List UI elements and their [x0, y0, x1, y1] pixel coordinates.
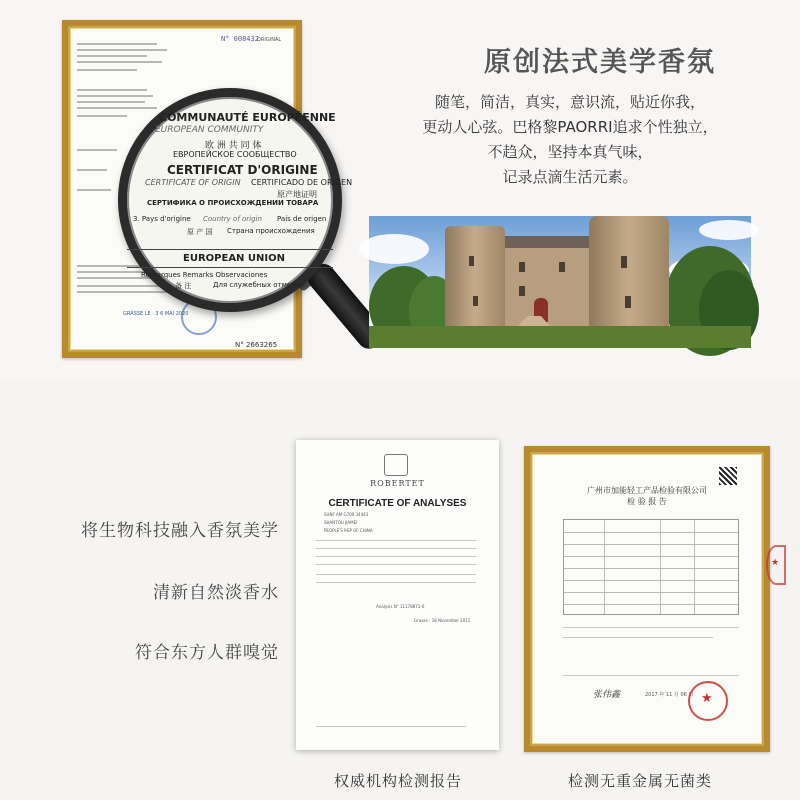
window: [559, 262, 565, 272]
castle-photo: [369, 216, 751, 348]
certificate-ru: СЕРТИФИКА О ПРОИСХОЖДЕНИИ ТОВАРА: [147, 199, 319, 207]
rule: [563, 637, 713, 638]
community-en: EUROPEAN COMMUNITY: [155, 125, 264, 135]
certificate-cn: 原产地证明: [277, 190, 317, 199]
country-ru: Страна происхождения: [227, 227, 315, 235]
footer-number: N° 2663265: [235, 341, 278, 349]
community-ru: ЕВРОПЕЙСКОЕ СООБЩЕСТВО: [173, 150, 297, 159]
rule: [316, 582, 476, 583]
report-organization: 广州市加能轻工产品检验有限公司: [587, 486, 707, 495]
remarks-label: Remarques Remarks Observaciones: [141, 271, 268, 279]
description-line: 不趋众，坚持本真气味，: [487, 143, 653, 161]
robertet-logo-icon: [384, 454, 408, 476]
remarks-cn: 备 注: [175, 282, 192, 290]
country-fr: 3. Pays d'origine: [133, 215, 191, 223]
caption-left: 权威机构检测报告: [334, 772, 463, 790]
table-rule: [564, 556, 738, 557]
stamp-text: GRASSE LE · 3 6 MAI 2020: [123, 311, 189, 317]
product-value: SUNF AM G709 34443: [324, 512, 369, 517]
table-rule: [660, 520, 661, 614]
inspection-report-paper: [533, 455, 780, 743]
table-rule: [564, 544, 738, 545]
remarks-ru: Для служебных отметок: [213, 281, 304, 289]
cloud: [699, 220, 759, 240]
rule: [316, 726, 466, 727]
signature: 张伟鑫: [593, 690, 621, 700]
community-cn: 欧 洲 共 同 体: [205, 141, 262, 151]
text-line: [77, 43, 157, 45]
star-icon: ★: [771, 558, 780, 568]
brand-name: ROBERTET: [370, 479, 425, 488]
star-icon: ★: [701, 691, 713, 706]
rule: [563, 627, 739, 628]
country-value: PEOPLE'S REP OF CHINA: [324, 528, 373, 533]
rule: [316, 548, 476, 549]
text-line: [77, 69, 137, 71]
window: [625, 296, 631, 308]
text-line: [77, 149, 117, 151]
country-es: País de origen: [277, 215, 327, 223]
divider: [127, 249, 333, 250]
table-rule: [564, 568, 738, 569]
magnifier-lens: [118, 88, 353, 312]
window: [519, 262, 525, 272]
caption-right: 检测无重金属无菌类: [568, 772, 713, 790]
description-line: 随笔，简洁，真实，意识流，贴近你我，: [434, 93, 705, 111]
table-rule: [564, 532, 738, 533]
certificate-fr: CERTIFICAT D'ORIGINE: [167, 163, 318, 177]
hero-title: 原创法式美学香氛: [484, 47, 716, 78]
text-line: [77, 89, 147, 91]
window: [469, 256, 474, 266]
rule: [316, 564, 476, 565]
window: [621, 256, 627, 268]
text-line: [77, 55, 147, 57]
analysis-number: Analysis N° 11178871-0: [376, 604, 425, 609]
community-fr: COMMUNAUTÉ EUROPÉENNE: [159, 111, 336, 124]
rule: [316, 540, 476, 541]
qr-code-icon: [719, 467, 737, 485]
report-date: 2017 年 11 月 06 日: [645, 692, 694, 698]
table-rule: [564, 604, 738, 605]
table-rule: [564, 592, 738, 593]
description-line: 记录点滴生活元素。: [502, 168, 638, 186]
certificate-en: CERTIFICATE OF ORIGIN: [145, 178, 241, 187]
certificate-title: CERTIFICATE OF ANALYSES: [328, 498, 467, 509]
table-rule: [604, 520, 605, 614]
lens-content: [127, 97, 353, 303]
table-rule: [694, 520, 695, 614]
certificate-number: N° 008432: [221, 35, 259, 43]
window: [519, 286, 525, 296]
text-line: [77, 49, 167, 51]
grass: [369, 326, 751, 348]
rule: [316, 556, 476, 557]
slogan-3: 符合东方人群嗅觉: [135, 643, 279, 663]
union-label: EUROPEAN UNION: [183, 253, 285, 264]
analysis-certificate: [296, 440, 499, 750]
rule: [563, 675, 739, 676]
report-title: 检 验 报 告: [627, 497, 667, 506]
description-line: 更动人心弦。巴格黎PAORRI追求个性独立，: [422, 118, 718, 136]
place-date: Grasse : 18 November 2011: [414, 618, 471, 623]
customer-value: SHANTOU JIAMEI: [324, 520, 358, 525]
text-line: [77, 189, 111, 191]
slogan-1: 将生物科技融入香氛美学: [81, 521, 279, 541]
country-en: Country of origin: [203, 215, 262, 223]
text-line: [77, 61, 162, 63]
text-line: [77, 169, 107, 171]
original-label: ORIGINAL: [257, 37, 282, 43]
rule: [316, 574, 476, 575]
divider: [127, 267, 333, 268]
hero-description: [360, 90, 780, 190]
window: [473, 296, 478, 306]
certificate-es: CERTIFICADO DE ORIGEN: [251, 178, 353, 187]
cloud: [359, 234, 429, 264]
text-line: [77, 115, 127, 117]
inspection-report-frame: [524, 446, 780, 752]
table-rule: [564, 580, 738, 581]
country-cn: 原 产 国: [187, 228, 213, 236]
report-table: [563, 519, 739, 615]
slogan-2: 清新自然淡香水: [153, 583, 279, 603]
